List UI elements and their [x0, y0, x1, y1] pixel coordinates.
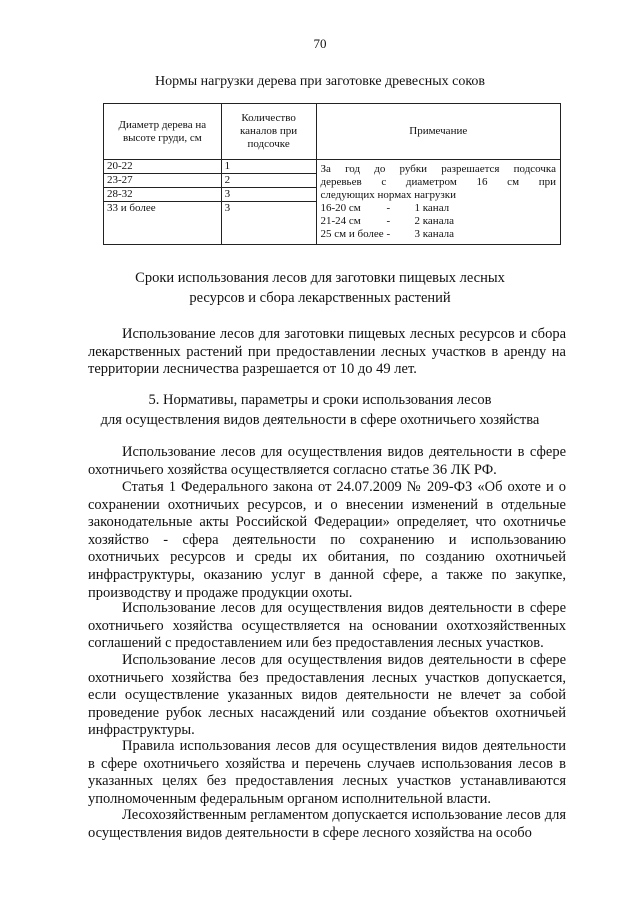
load-dash: -: [386, 214, 391, 227]
header-channels: Количество каналов при подсочке: [221, 104, 316, 160]
channels-cell: 3: [221, 202, 316, 245]
load-range: 16-20 см: [320, 201, 361, 214]
channels-cell: 3: [221, 188, 316, 202]
paragraph: Использование лесов для заготовки пищевых лесных ресурсов и сбора лекарственных растений при предоставлении лесных участков в аренду на территории лесничества разрешается от 10 до 49 лет.: [88, 326, 566, 378]
paragraph: Лесохозяйственным регламентом допускается использование лесов для осуществления видов деятельности в сфере лесного хозяйства на особо: [88, 807, 566, 841]
load-range: 21-24 см: [320, 214, 361, 227]
note-line: деревьев с диаметром 16 см при: [320, 175, 556, 188]
load-channels: 1 канал: [414, 201, 450, 214]
note-line: За год до рубки разрешается подсочка: [320, 163, 556, 175]
load-dash: -: [386, 201, 391, 214]
note-load-row: [321, 202, 557, 215]
section-title-line: Сроки использования лесов для заготовки пищевых лесных: [135, 270, 505, 286]
note-cell: [316, 160, 561, 245]
note-line: следующих нормах нагрузки: [320, 188, 456, 201]
table-title: Нормы нагрузки дерева при заготовке древесных соков: [154, 74, 486, 89]
header-diameter: Диаметр дерева на высоте груди, см: [104, 104, 222, 160]
paragraph: Использование лесов для осуществления видов деятельности в сфере охотничьего хозяйства осуществляется на основании охотхозяйственных соглашений с предоставлением или без предоставления лесных участков.: [88, 600, 566, 652]
diameter-cell: 28-32: [104, 188, 222, 202]
paragraph: Статья 1 Федерального закона от 24.07.2009 № 209-ФЗ «Об охоте и о сохранении охотничьих ресурсов, и о внесении изменений в отдельные законодательные акты Российской Федерации» определяет, что охотничье хозяйство - сфера деятельности по сохранению и использованию охотничьих ресурсов и среды их обитания, по созданию охотничьей инфраструктуры, оказанию услуг в данной сфере, а также по закупке, производству и продаже продукции охоты.: [88, 479, 566, 601]
load-channels: 2 канала: [414, 214, 455, 227]
note-load-row: [321, 215, 557, 228]
load-dash: -: [386, 227, 391, 240]
channels-cell: 1: [221, 160, 316, 174]
diameter-cell: 23-27: [104, 174, 222, 188]
header-note: Примечание: [316, 104, 561, 160]
note-load-row: [321, 228, 557, 241]
paragraph: Использование лесов для осуществления видов деятельности в сфере охотничьего хозяйства без предоставления лесных участков допускается, если осуществление указанных видов деятельности не влечет за собой проведение рубок лесных насаждений или создание объектов охотничьей инфраструктуры.: [88, 652, 566, 739]
load-norms-table: [103, 103, 561, 245]
diameter-cell: 33 и более: [104, 202, 222, 245]
load-range: 25 см и более: [320, 227, 384, 240]
load-channels: 3 канала: [414, 227, 455, 240]
table-header-row: [104, 104, 561, 160]
paragraph: Использование лесов для осуществления видов деятельности в сфере охотничьего хозяйства осуществляется согласно статье 36 ЛК РФ.: [88, 444, 566, 478]
section-title-line: для осуществления видов деятельности в сфере охотничьего хозяйства: [100, 412, 540, 428]
section-title-line: 5. Нормативы, параметры и сроки использования лесов: [148, 392, 492, 408]
paragraph: Правила использования лесов для осуществления видов деятельности в сфере охотничьего хозяйства и перечень случаев использования лесов в указанных целях без предоставления лесных участков устанавливаются уполномоченным федеральным органом исполнительной власти.: [88, 738, 566, 807]
diameter-cell: 20-22: [104, 160, 222, 174]
table-row: [104, 160, 561, 174]
channels-cell: 2: [221, 174, 316, 188]
page-number: 70: [313, 36, 327, 51]
section-title: [0, 268, 640, 308]
section-title-line: ресурсов и сбора лекарственных растений: [189, 290, 451, 306]
section-title: [0, 390, 640, 430]
